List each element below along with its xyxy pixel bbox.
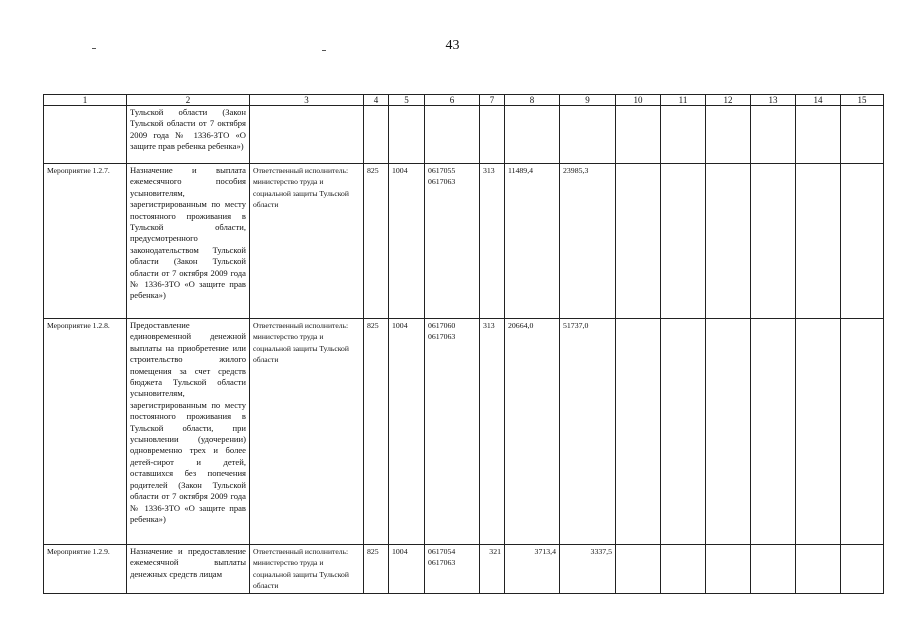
code-5-cell: 1004 (389, 164, 425, 319)
column-header: 14 (796, 95, 841, 106)
column-header: 13 (751, 95, 796, 106)
empty-cell (616, 545, 661, 594)
empty-cell (796, 106, 841, 164)
amount-9-cell: 3337,5 (560, 545, 616, 594)
code-7-cell: 313 (480, 319, 505, 545)
column-header: 7 (480, 95, 505, 106)
column-header: 11 (661, 95, 706, 106)
amount-8-cell: 11489,4 (505, 164, 560, 319)
empty-cell (661, 106, 706, 164)
amount-8-cell (505, 106, 560, 164)
column-header: 5 (389, 95, 425, 106)
code-6-cell: 0617055 0617063 (425, 164, 480, 319)
empty-cell (751, 319, 796, 545)
empty-cell (706, 319, 751, 545)
responsible-executor-cell: Ответственный исполнитель: министерство труда и социальной защиты Тульской области (250, 319, 364, 545)
table-row (44, 319, 884, 545)
code-7-cell: 313 (480, 164, 505, 319)
amount-9-cell: 23985,3 (560, 164, 616, 319)
table-row (44, 164, 884, 319)
code-7-cell (480, 106, 505, 164)
scan-mark (322, 50, 326, 51)
scan-mark (92, 48, 96, 49)
empty-cell (706, 164, 751, 319)
empty-cell (661, 319, 706, 545)
column-header: 15 (841, 95, 884, 106)
empty-cell (841, 106, 884, 164)
empty-cell (706, 106, 751, 164)
column-header: 1 (44, 95, 127, 106)
empty-cell (841, 545, 884, 594)
code-6-cell (425, 106, 480, 164)
empty-cell (616, 106, 661, 164)
activity-id-cell: Мероприятие 1.2.7. (44, 164, 127, 319)
empty-cell (616, 164, 661, 319)
column-header: 9 (560, 95, 616, 106)
activity-id-cell (44, 106, 127, 164)
empty-cell (751, 545, 796, 594)
code-5-cell: 1004 (389, 545, 425, 594)
code-6-cell: 0617060 0617063 (425, 319, 480, 545)
empty-cell (751, 164, 796, 319)
code-4-cell: 825 (364, 319, 389, 545)
empty-cell (796, 164, 841, 319)
column-header: 8 (505, 95, 560, 106)
amount-9-cell: 51737,0 (560, 319, 616, 545)
empty-cell (751, 106, 796, 164)
column-header: 10 (616, 95, 661, 106)
activity-id-cell: Мероприятие 1.2.9. (44, 545, 127, 594)
activity-description-cell: Предоставление единовременной денежной выплаты на приобретение или строительство жилого помещения за счет средств бюджета Тульской области усыновителям, зарегистрированным по месту постоянного проживания в Тульской области, при усыновлении (удочерении) одновременно трех и более детей-сирот и детей, оставшихся без попечения родителей (Закон Тульской области от 7 октября 2009 года № 1336-ЗТО «О защите прав ребенка») (127, 319, 250, 545)
code-4-cell (364, 106, 389, 164)
code-4-cell: 825 (364, 545, 389, 594)
empty-cell (616, 319, 661, 545)
activity-id-cell: Мероприятие 1.2.8. (44, 319, 127, 545)
header-row (44, 95, 884, 106)
empty-cell (661, 545, 706, 594)
amount-8-cell: 3713,4 (505, 545, 560, 594)
responsible-executor-cell: Ответственный исполнитель: министерство труда и социальной защиты Тульской области (250, 545, 364, 594)
code-5-cell (389, 106, 425, 164)
column-header: 4 (364, 95, 389, 106)
empty-cell (661, 164, 706, 319)
column-header: 12 (706, 95, 751, 106)
code-6-cell: 0617054 0617063 (425, 545, 480, 594)
amount-9-cell (560, 106, 616, 164)
code-7-cell: 321 (480, 545, 505, 594)
responsible-executor-cell: Ответственный исполнитель: министерство труда и социальной защиты Тульской области (250, 164, 364, 319)
column-header: 3 (250, 95, 364, 106)
program-table (43, 94, 884, 594)
code-5-cell: 1004 (389, 319, 425, 545)
activity-description-cell: Назначение и выплата ежемесячного пособия усыновителям, зарегистрированным по месту постоянного проживания в Тульской области, предусмотренного законодательством Тульской области (Закон Тульской области от 7 октября 2009 года № 1336-ЗТО «О защите прав ребенка») (127, 164, 250, 319)
empty-cell (841, 164, 884, 319)
table-row (44, 106, 884, 164)
amount-8-cell: 20664,0 (505, 319, 560, 545)
column-header: 2 (127, 95, 250, 106)
empty-cell (841, 319, 884, 545)
empty-cell (796, 545, 841, 594)
page-number: 43 (445, 38, 460, 53)
responsible-executor-cell (250, 106, 364, 164)
empty-cell (706, 545, 751, 594)
table-row (44, 545, 884, 594)
empty-cell (796, 319, 841, 545)
column-header: 6 (425, 95, 480, 106)
activity-description-cell: Тульской области (Закон Тульской области от 7 октября 2009 года № 1336-ЗТО «О защите прав ребенка ребенка») (127, 106, 250, 164)
activity-description-cell: Назначение и предоставление ежемесячной выплаты денежных средств лицам (127, 545, 250, 594)
code-4-cell: 825 (364, 164, 389, 319)
